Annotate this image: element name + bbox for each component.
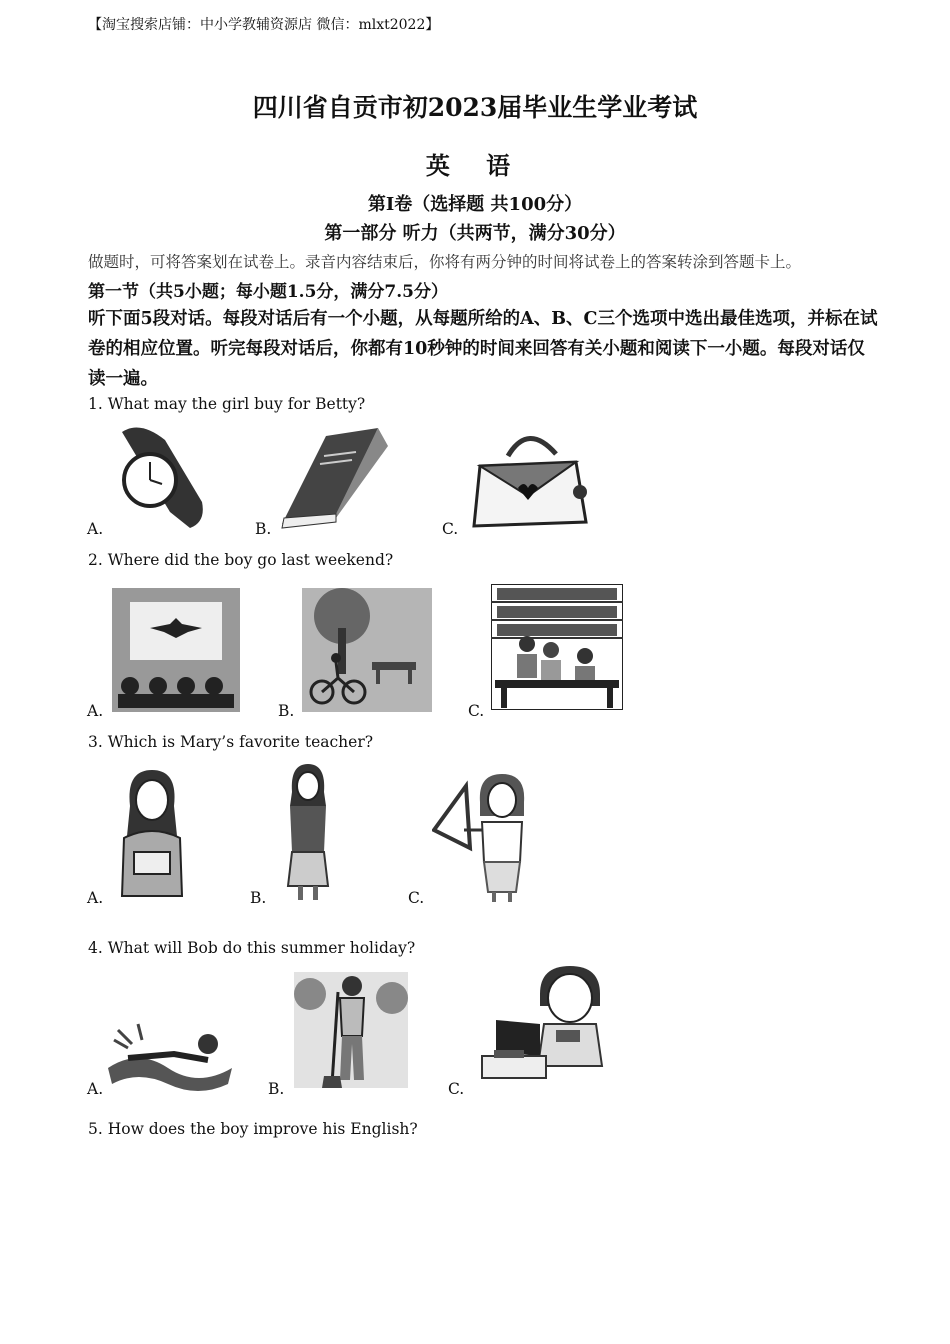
- cleaning-image: [294, 972, 408, 1088]
- q3-option-b[interactable]: B.: [250, 889, 267, 907]
- q2-option-b[interactable]: B.: [278, 702, 295, 720]
- gaming-image: [474, 966, 606, 1090]
- q3-option-a[interactable]: A.: [87, 889, 104, 907]
- q1-option-a[interactable]: A.: [87, 520, 104, 538]
- volume-heading: 第Ⅰ卷（选择题 共100分）: [367, 194, 583, 215]
- q1-option-b[interactable]: B.: [255, 520, 272, 538]
- subject-title: 英 语: [425, 151, 525, 180]
- q4-option-c[interactable]: C.: [448, 1080, 465, 1098]
- q4-option-b[interactable]: B.: [268, 1080, 285, 1098]
- instruction-text: 听下面5段对话。每段对话后有一个小题，从每题所给的A、B、C三个选项中选出最佳选项，并标在试卷的相应位置。听完每段对话后，你都有10秒钟的时间来回答有关小题和阅读下一小题。每段对话仅读一遍。: [88, 309, 878, 389]
- question-1: 1. What may the girl buy for Betty?: [88, 395, 366, 413]
- library-image: [491, 584, 623, 710]
- header-note: 【淘宝搜索店铺：中小学教辅资源店 微信：mlxt2022】: [88, 17, 440, 33]
- q1-option-c[interactable]: C.: [442, 520, 459, 538]
- question-3: 3. Which is Mary’s favorite teacher?: [88, 733, 374, 751]
- park-image: [302, 588, 432, 712]
- notice-text: 做题时，可将答案划在试卷上。录音内容结束后，你将有两分钟的时间将试卷上的答案转涂到答题卡上。: [88, 253, 802, 271]
- handbag-image: [468, 426, 594, 532]
- q4-option-a[interactable]: A.: [87, 1080, 104, 1098]
- q2-option-a[interactable]: A.: [87, 702, 104, 720]
- book-image: [276, 426, 392, 530]
- part-heading: 第一部分 听力（共两节，满分30分）: [324, 223, 626, 244]
- teacher-with-books-image: [116, 766, 188, 904]
- watch-image: [110, 422, 210, 532]
- teacher-with-triangle-image: [432, 772, 532, 904]
- swimming-image: [108, 1018, 232, 1094]
- q3-option-c[interactable]: C.: [408, 889, 425, 907]
- question-4: 4. What will Bob do this summer holiday?: [88, 939, 416, 957]
- question-2: 2. Where did the boy go last weekend?: [88, 551, 394, 569]
- q2-option-c[interactable]: C.: [468, 702, 485, 720]
- teacher-standing-image: [280, 762, 336, 902]
- exam-title: 四川省自贡市初2023届毕业生学业考试: [252, 93, 698, 122]
- cinema-image: [112, 588, 240, 712]
- section-heading: 第一节（共5小题；每小题1.5分，满分7.5分）: [88, 282, 448, 302]
- question-5: 5. How does the boy improve his English?: [88, 1120, 418, 1138]
